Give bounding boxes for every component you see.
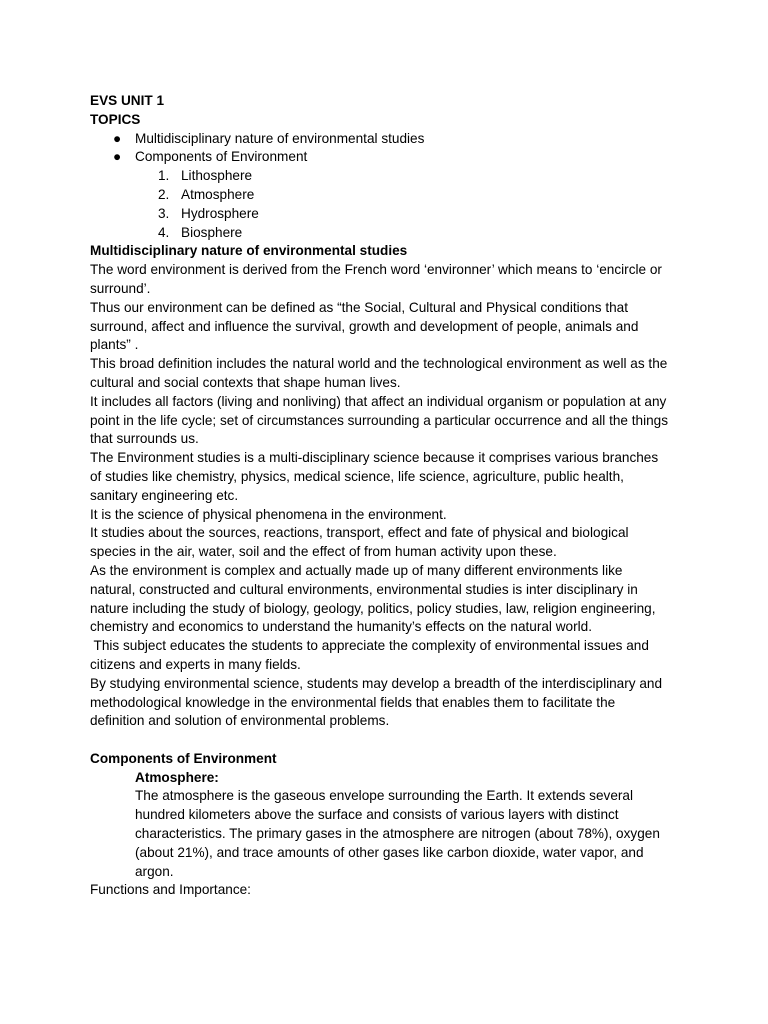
paragraph-line: chemistry and economics to understand the humanity’s effects on the natural world. xyxy=(90,619,592,635)
paragraph-line: The word environment is derived from the French word ‘environner’ which means to ‘encircle or xyxy=(90,262,662,278)
list-item xyxy=(90,186,690,205)
section-body-multidisciplinary xyxy=(90,261,690,731)
paragraph-line: argon. xyxy=(135,863,174,879)
topics-heading: TOPICS xyxy=(90,111,141,127)
topics-list xyxy=(90,130,690,168)
paragraph-line: As the environment is complex and actually made up of many different environments like xyxy=(90,562,623,578)
list-item xyxy=(90,224,690,243)
paragraph-line: sanitary engineering etc. xyxy=(90,487,239,503)
paragraph-line: nature including the study of biology, geology, politics, policy studies, law, religion engineering, xyxy=(90,600,656,616)
list-item-text: Hydrosphere xyxy=(181,205,259,221)
paragraph-line: This broad definition includes the natural world and the technological environment as well as the xyxy=(90,356,668,372)
subheading-atmosphere: Atmosphere: xyxy=(135,769,219,785)
list-item-text: Lithosphere xyxy=(181,168,253,184)
paragraph-line: plants” . xyxy=(90,337,139,353)
document-title: EVS UNIT 1 xyxy=(90,93,165,108)
bullet-marker: ● xyxy=(113,149,122,165)
paragraph-line: point in the life cycle; set of circumstances surrounding a particular occurrence and all the things xyxy=(90,412,669,428)
list-item xyxy=(90,148,690,167)
paragraph-line: surround’. xyxy=(90,280,151,296)
paragraph-line: species in the air, water, soil and the effect of from human activity upon these. xyxy=(90,544,557,560)
paragraph-line: It is the science of physical phenomena in the environment. xyxy=(90,506,447,522)
number-marker: 3. xyxy=(158,205,170,221)
list-item-text: Multidisciplinary nature of environmental studies xyxy=(135,130,425,146)
paragraph-line: citizens and experts in many fields. xyxy=(90,656,301,672)
paragraph-line: The Environment studies is a multi-disciplinary science because it comprises various branches xyxy=(90,450,659,466)
list-item xyxy=(90,205,690,224)
paragraph-line: It includes all factors (living and nonliving) that affect an individual organism or population at any xyxy=(90,393,667,409)
paragraph-line: By studying environmental science, students may develop a breadth of the interdisciplinary and xyxy=(90,675,663,691)
paragraph-line: The atmosphere is the gaseous envelope surrounding the Earth. It extends several xyxy=(135,788,633,804)
paragraph-line: It studies about the sources, reactions, transport, effect and fate of physical and biological xyxy=(90,525,629,541)
section-body-atmosphere xyxy=(90,787,690,881)
paragraph-line: hundred kilometers above the surface and consists of various layers with distinct xyxy=(135,807,619,823)
section-heading-multidisciplinary: Multidisciplinary nature of environmental studies xyxy=(90,243,408,259)
list-item xyxy=(90,130,690,149)
paragraph-line: of studies like chemistry, physics, medical science, life science, agriculture, public health, xyxy=(90,468,624,484)
document-page xyxy=(90,92,690,900)
number-marker: 2. xyxy=(158,186,170,202)
paragraph-spacer xyxy=(90,731,690,750)
functions-heading: Functions and Importance: xyxy=(90,882,251,898)
components-numbered-list xyxy=(90,167,690,242)
paragraph-line: This subject educates the students to appreciate the complexity of environmental issues and xyxy=(90,638,649,654)
number-marker: 4. xyxy=(158,224,170,240)
paragraph-line: characteristics. The primary gases in the atmosphere are nitrogen (about 78%), oxygen xyxy=(135,826,660,842)
paragraph-line: methodological knowledge in the environmental fields that enables them to facilitate the xyxy=(90,694,616,710)
paragraph-line: that surrounds us. xyxy=(90,431,199,447)
list-item-text: Atmosphere xyxy=(181,186,255,202)
paragraph-line: surround, affect and influence the survival, growth and development of people, animals and xyxy=(90,318,639,334)
list-item-text: Biosphere xyxy=(181,224,243,240)
bullet-marker: ● xyxy=(113,130,122,146)
paragraph-line: (about 21%), and trace amounts of other gases like carbon dioxide, water vapor, and xyxy=(135,844,644,860)
paragraph-line: cultural and social contexts that shape human lives. xyxy=(90,374,401,390)
paragraph-line: definition and solution of environmental problems. xyxy=(90,713,390,729)
paragraph-line: natural, constructed and cultural environments, environmental studies is inter disciplinary in xyxy=(90,581,638,597)
number-marker: 1. xyxy=(158,168,170,184)
list-item-text: Components of Environment xyxy=(135,149,308,165)
paragraph-line: Thus our environment can be defined as “the Social, Cultural and Physical conditions that xyxy=(90,299,629,315)
list-item xyxy=(90,167,690,186)
section-heading-components: Components of Environment xyxy=(90,750,277,766)
